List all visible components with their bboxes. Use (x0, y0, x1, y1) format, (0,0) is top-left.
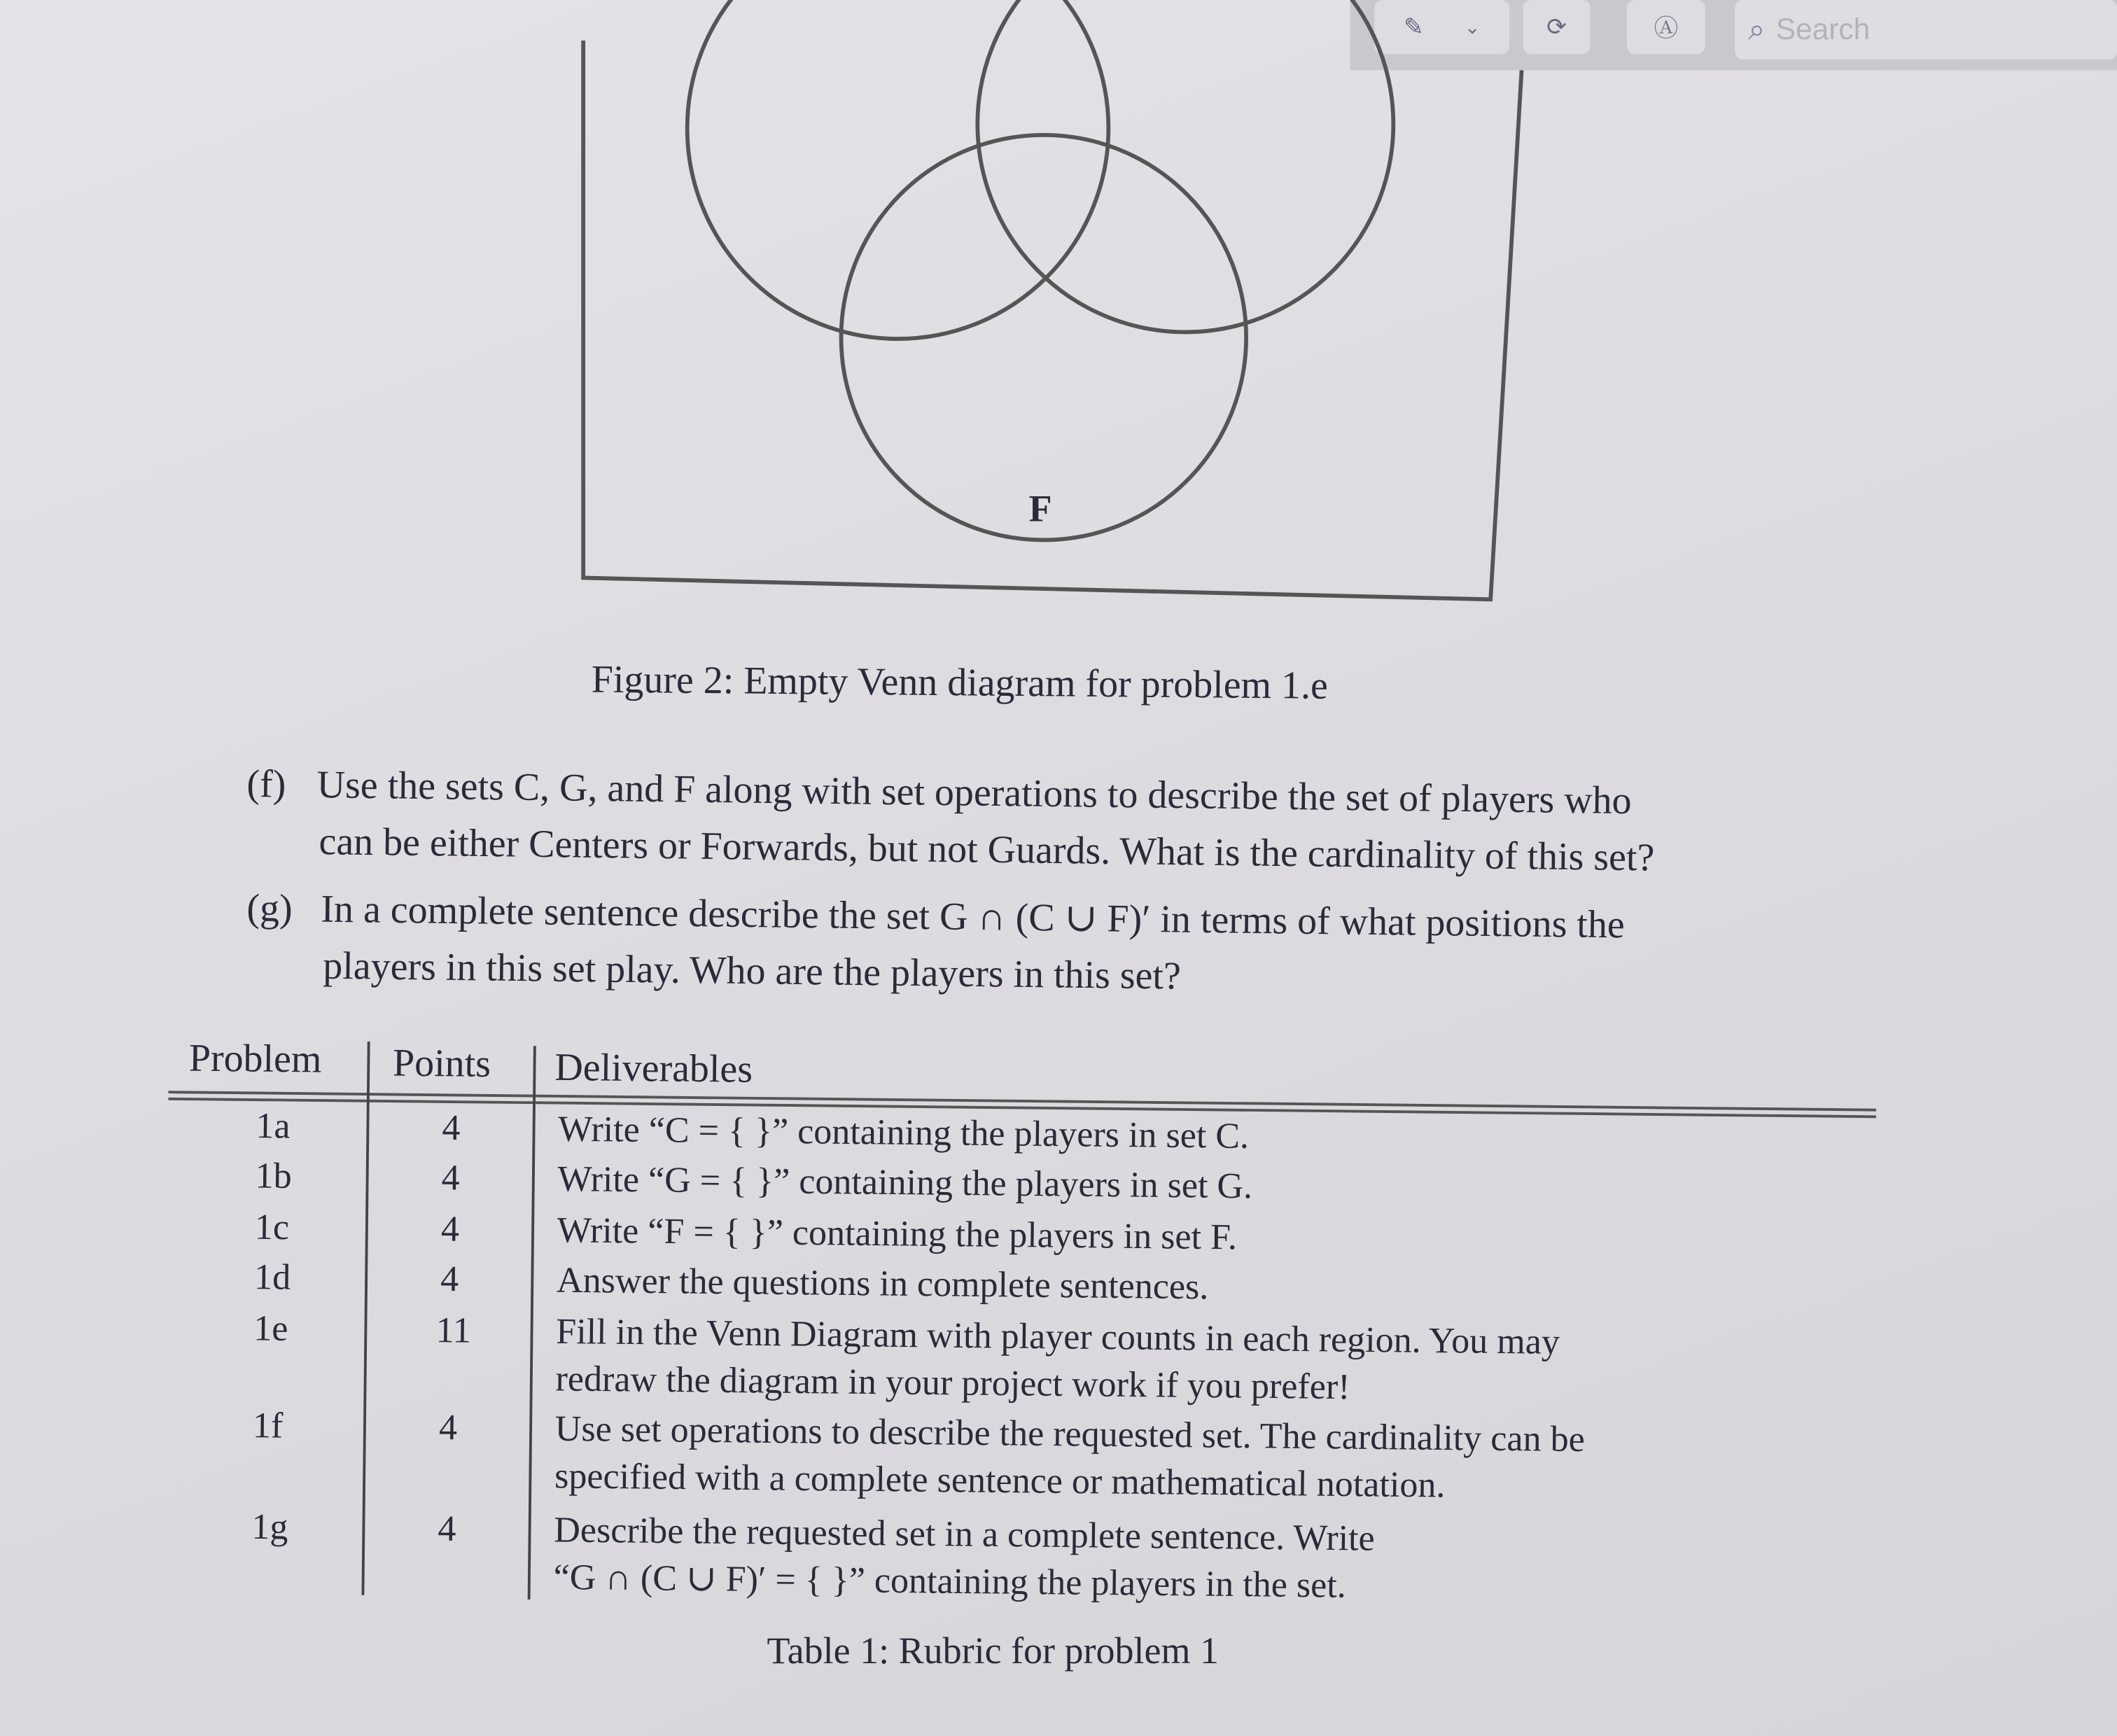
deliverables-cell: Write “C = { }” containing the players in set C. (558, 1108, 1250, 1156)
column-divider (361, 1042, 370, 1595)
problem-cell: 1f (252, 1404, 284, 1446)
question-g: (g) In a complete sentence describe the set G ∩ (C ∪ F)′ in terms of what positions the players in this set play. Who are the players in this set? (246, 887, 1626, 999)
points-cell: 4 (440, 1208, 460, 1250)
table-caption: Table 1: Rubric for problem 1 (767, 1630, 1220, 1673)
problem-cell: 1a (256, 1105, 291, 1147)
column-divider (528, 1046, 536, 1600)
deliverables-cell: Answer the questions in complete sentences. (556, 1259, 1209, 1307)
problem-cell: 1e (253, 1308, 288, 1349)
figure-caption: Figure 2: Empty Venn diagram for problem 1.e (591, 658, 1329, 708)
set-c-circle (687, 0, 1109, 339)
problem-cell: 1d (253, 1256, 291, 1298)
points-cell: 4 (441, 1156, 461, 1198)
points-cell: 4 (438, 1508, 456, 1549)
deliverables-cell: Write “F = { }” containing the players in set F. (557, 1209, 1238, 1257)
deliverables-cell: Use set operations to describe the requested set. The cardinality can be (554, 1408, 1586, 1460)
markup-icon: Ⓐ (1654, 15, 1679, 42)
deliverables-cell: Fill in the Venn Diagram with player counts in each region. You may (556, 1310, 1560, 1362)
points-cell: 4 (442, 1107, 461, 1148)
problem-cell: 1g (251, 1506, 288, 1547)
header-problem: Problem (188, 1037, 322, 1082)
search-input[interactable]: ⌕ Search (1735, 0, 2117, 59)
deliverables-cell: Describe the requested set in a complete sentence. Write (554, 1509, 1376, 1559)
set-f-label: F (1028, 489, 1052, 531)
question-f: (f) Use the sets C, G, and F along with set operations to describe the set of players who can be either Centers or Forwards, but not Guards. What is the cardinality of this set? (246, 762, 1655, 880)
problem-cell: 1b (255, 1155, 292, 1196)
problem-cell: 1c (254, 1206, 290, 1247)
points-cell: 4 (438, 1406, 458, 1448)
deliverables-cell: “G ∩ (C ∪ F)′ = { }” containing the players in the set. (553, 1556, 1347, 1606)
rotate-icon: ⟳ (1546, 13, 1567, 40)
chevron-down-icon: ⌄ (1464, 15, 1481, 38)
header-deliverables: Deliverables (554, 1046, 753, 1092)
points-cell: 11 (435, 1309, 472, 1351)
header-points: Points (392, 1042, 491, 1086)
points-cell: 4 (440, 1258, 459, 1299)
deliverables-cell: redraw the diagram in your project work if you prefer! (555, 1358, 1350, 1407)
universe-rectangle (583, 41, 1521, 599)
deliverables-cell: specified with a complete sentence or mathematical notation. (554, 1455, 1446, 1506)
search-icon: ⌕ (1748, 12, 1766, 46)
deliverables-cell: Write “G = { }” containing the players in set G. (557, 1158, 1253, 1206)
pen-icon: ✎ (1403, 13, 1425, 40)
venn-diagram (0, 0, 2117, 621)
